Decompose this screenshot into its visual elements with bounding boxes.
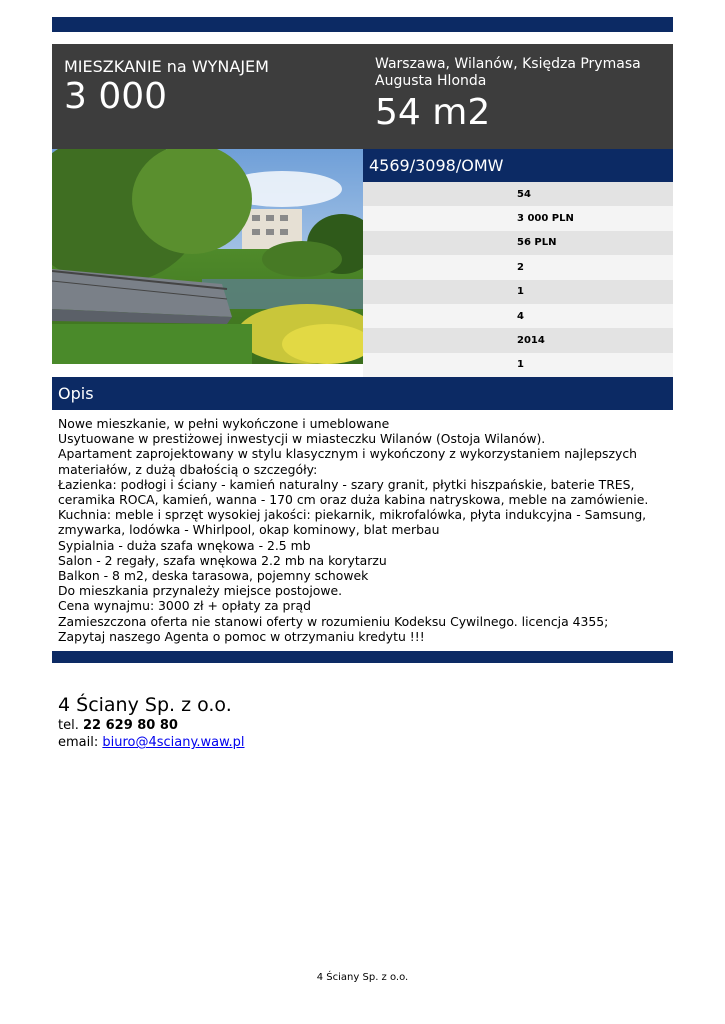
phone-number: 22 629 80 80 xyxy=(82,718,178,733)
property-photo xyxy=(52,149,363,364)
param-row xyxy=(363,280,673,304)
param-row xyxy=(363,231,673,255)
email-line xyxy=(58,734,245,751)
param-row xyxy=(363,328,673,352)
agency-name: 4 Ściany Sp. z o.o. xyxy=(58,694,232,716)
phone-line xyxy=(58,717,245,734)
description-line: Zamieszczona oferta nie stanowi oferty w rozumieniu Kodeksu Cywilnego. licencja 4355; xyxy=(58,613,609,629)
param-row xyxy=(363,255,673,279)
description-line: Łazienka: podłogi i ściany - kamień naturalny - szary granit, płytki hiszpańskie, baterie TRES, xyxy=(58,476,635,492)
description-line: Do mieszkania przynależy miejsce postojowe. xyxy=(58,583,343,599)
listing-location: Warszawa, Wilanów, Księdza Prymasa Augusta Hlonda xyxy=(375,56,641,89)
description-line: Balkon - 8 m2, deska tarasowa, pojemny schowek xyxy=(58,568,369,584)
param-value: 1 xyxy=(517,359,524,371)
description-line: Sypialnia - duża szafa wnękowa - 2.5 mb xyxy=(58,537,311,553)
listing-reference: 4569/3098/OMW xyxy=(363,149,673,182)
header-right xyxy=(375,56,665,134)
header-left xyxy=(64,57,269,117)
param-value: 2 xyxy=(517,261,524,273)
param-value: 3 000 PLN xyxy=(517,213,574,225)
description-body xyxy=(58,416,668,644)
param-value: 4 xyxy=(517,310,524,322)
param-value: 56 PLN xyxy=(517,237,557,249)
description-line: Cena wynajmu: 3000 zł + opłaty za prąd xyxy=(58,598,311,614)
param-row xyxy=(363,353,673,377)
listing-header xyxy=(52,44,673,149)
param-value: 1 xyxy=(517,286,524,298)
param-row xyxy=(363,304,673,328)
description-line: Salon - 2 regały, szafa wnękowa 2.2 mb na korytarzu xyxy=(58,552,387,568)
listing-params-table xyxy=(363,182,673,377)
bottom-accent-bar xyxy=(52,651,673,663)
description-line: ceramika ROCA, kamień, wanna - 170 cm oraz duża kabina natryskowa, meble na zamówienie. xyxy=(58,492,649,508)
param-row xyxy=(363,206,673,230)
email-label: email: xyxy=(58,735,99,750)
listing-type: MIESZKANIE na WYNAJEM xyxy=(64,57,269,76)
description-line: zmywarka, lodówka - Whirlpool, okap kominowy, blat merbau xyxy=(58,522,440,538)
email-link[interactable]: biuro@4sciany.waw.pl xyxy=(102,735,245,750)
description-line: Zapytaj naszego Agenta o pomoc w otrzymaniu kredytu !!! xyxy=(58,628,425,644)
top-accent-bar xyxy=(52,17,673,32)
description-line: Kuchnia: meble i sprzęt wysokiej jakości: piekarnik, mikrofalówka, płyta indukcyjna - Samsung, xyxy=(58,507,647,523)
description-line: materiałów, z dużą dbałością o szczegóły: xyxy=(58,461,318,477)
param-value: 2014 xyxy=(517,335,545,347)
agency-contact xyxy=(58,693,245,751)
description-line: Apartament zaprojektowany w stylu klasycznym i wykończony z wykorzystaniem najlepszych xyxy=(58,446,637,462)
description-line: Nowe mieszkanie, w pełni wykończone i umeblowane xyxy=(58,416,390,431)
description-heading: Opis xyxy=(52,377,673,410)
listing-price: 3 000 xyxy=(64,76,168,117)
param-value: 54 xyxy=(517,188,531,200)
listing-area: 54 m2 xyxy=(375,92,491,133)
description-line: Usytuowane w prestiżowej inwestycji w miasteczku Wilanów (Ostoja Wilanów). xyxy=(58,431,546,447)
page-footer: 4 Ściany Sp. z o.o. xyxy=(316,972,409,983)
param-row xyxy=(363,182,673,206)
phone-label: tel. xyxy=(58,718,79,733)
